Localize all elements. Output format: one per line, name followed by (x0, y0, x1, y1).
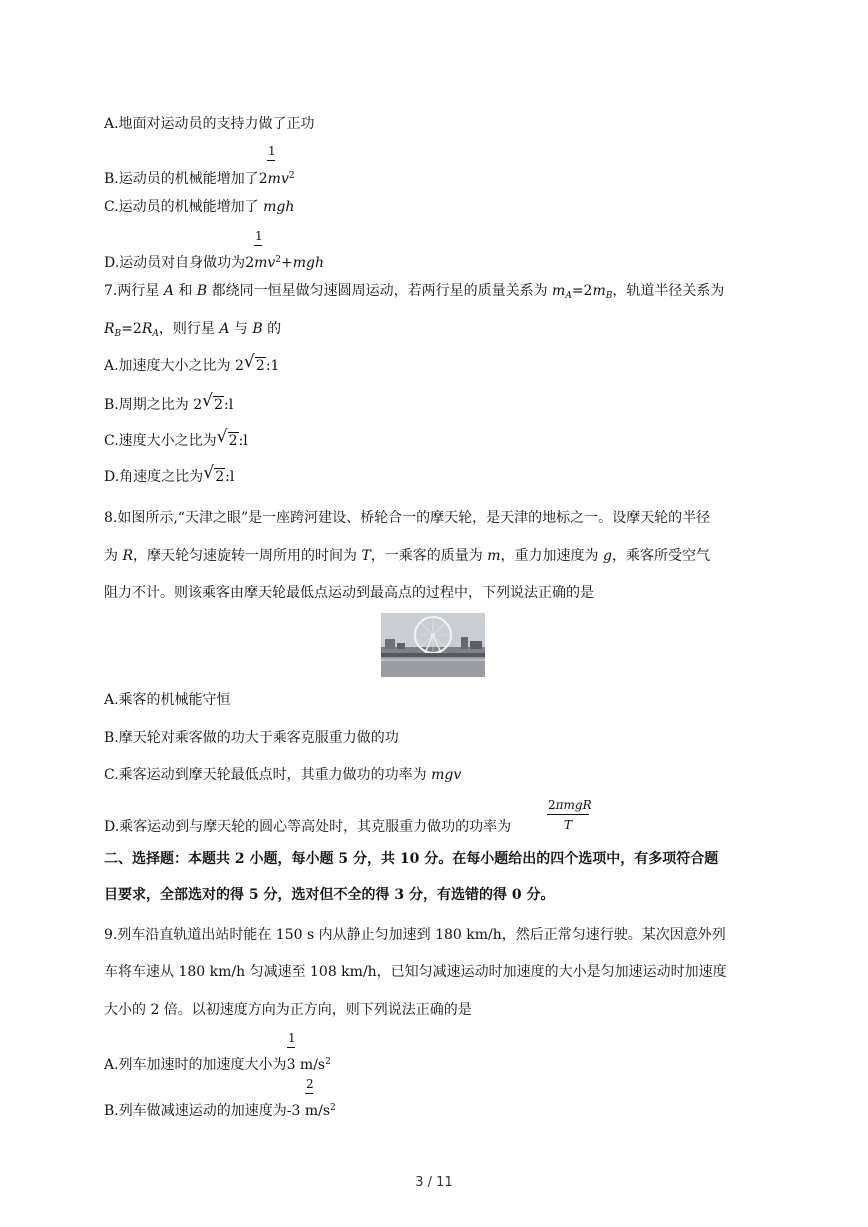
q9-stem-line-2: 车将车速从 180 km/h 匀减速至 108 km/h，已知匀减速运动时加速度的大小是匀加速运动时加速度 (104, 964, 727, 980)
q9-b-fraction-bar (305, 1093, 313, 1094)
q6-option-c: C.运动员的机械能增加了 mgh (104, 199, 295, 215)
q6-d-fraction-bar (254, 245, 262, 246)
q6-b-fraction-numerator: 1 (268, 144, 276, 158)
q9-stem-line-3: 大小的 2 倍。以初速度方向为正方向，则下列说法正确的是 (104, 1002, 472, 1018)
q6-d-fraction-numerator: 1 (255, 229, 263, 243)
q7-stem-line-1: 7.两行星 A 和 B 都绕同一恒星做匀速圆周运动，若两行星的质量关系为 $m_A=2m_B$，轨道半径关系为 (104, 283, 725, 301)
page-number: 3 / 11 (415, 1175, 453, 1190)
ferris-wheel-photo (381, 613, 485, 677)
q9-a-fraction-bar (287, 1047, 295, 1048)
sqrt-symbol: √ 2 (204, 467, 225, 487)
ferris-wheel-illustration (381, 613, 485, 677)
q9-a-fraction-numerator: 1 (288, 1031, 296, 1045)
q9-option-b: B.列车做减速运动的加速度为-3 $m/s^2$ (104, 1103, 336, 1119)
q8-d-fraction-denominator: T (564, 818, 573, 832)
q8-option-c: C.乘客运动到摩天轮最低点时，其重力做功的功率为 mgv (104, 767, 462, 783)
sqrt-symbol: √ 2 (218, 431, 239, 451)
q6-option-d: D.运动员对自身做功为$2mv^2+mgh$ (104, 255, 325, 271)
q9-stem-line-1: 9.列车沿直轨道出站时能在 150 s 内从静止匀加速到 180 km/h，然后正常匀速行驶。某次因意外列 (104, 927, 726, 943)
section-2-heading-line-1: 二、选择题：本题共 2 小题，每小题 5 分，共 10 分。在每小题给出的四个选项中，有多项符合题 (104, 851, 719, 867)
section-2-heading-line-2: 目要求，全部选对的得 5 分，选对但不全的得 3 分，有选错的得 0 分。 (104, 887, 555, 903)
q7-stem-line-2: $R_B=2R_A$，则行星 A 与 B 的 (104, 321, 282, 339)
q6-option-b: B.运动员的机械能增加了$2mv^2$ (104, 171, 295, 187)
q7-option-c: C.速度大小之比为√ 2:l (104, 431, 248, 451)
q9-b-fraction-numerator: 2 (306, 1077, 314, 1091)
q8-option-a: A.乘客的机械能守恒 (104, 692, 231, 708)
q6-b-fraction-bar (267, 160, 275, 161)
q8-option-d: D.乘客运动到与摩天轮的圆心等高处时，其克服重力做功的功率为 (104, 819, 512, 835)
q8-stem-line-3: 阻力不计。则该乘客由摩天轮最低点运动到最高点的过程中，下列说法正确的是 (104, 585, 594, 601)
q9-option-a: A.列车加速时的加速度大小为3 $m/s^2$ (104, 1057, 331, 1073)
sqrt-symbol: √ 2 (245, 356, 266, 376)
q8-option-b: B.摩天轮对乘客做的功大于乘客克服重力做的功 (104, 730, 399, 746)
q7-option-a: A.加速度大小之比为 2√ 2:1 (104, 356, 279, 376)
q8-d-fraction-bar (547, 814, 589, 815)
q8-stem-line-2: 为 R，摩天轮匀速旋转一周所用的时间为 T，一乘客的质量为 m，重力加速度为 g，乘客所受空气 (104, 548, 710, 564)
q6-option-a: A.地面对运动员的支持力做了正功 (104, 116, 315, 132)
q7-option-d: D.角速度之比为√ 2:l (104, 467, 234, 487)
q7-option-b: B.周期之比为 2√ 2:l (104, 395, 233, 415)
q8-stem-line-1: 8.如图所示,“天津之眼”是一座跨河建设、桥轮合一的摩天轮，是天津的地标之一。设摩天轮的半径 (104, 510, 711, 526)
q8-d-fraction-numerator: 2πmgR (548, 798, 592, 812)
sqrt-symbol: √ 2 (203, 395, 224, 415)
